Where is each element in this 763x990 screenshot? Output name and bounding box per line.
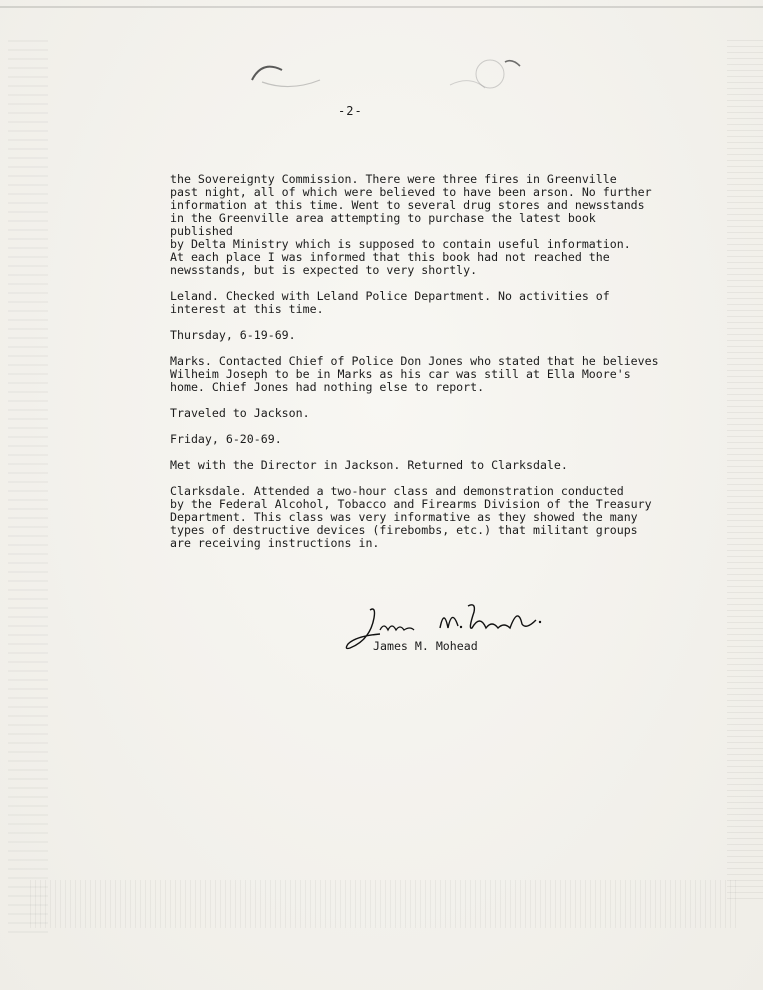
date-thursday: Thursday, 6-19-69.: [170, 328, 296, 342]
top-edge-line: [0, 6, 763, 8]
right-margin-noise: [727, 40, 763, 900]
typed-signature-name: James M. Mohead: [373, 639, 478, 653]
faded-stamp-marks: [0, 30, 763, 110]
paragraph-director: Met with the Director in Jackson. Returned to Clarksdale.: [170, 458, 568, 472]
left-margin-noise: [8, 40, 48, 940]
paragraph-greenville: the Sovereignty Commission. There were three fires in Greenville past night, all of which were believed to have been arson. No further information at this time. Went to several drug stores and newsstands in the Greenville area attempting to purchase the latest book published by Delta Ministry which is supposed to contain useful information. At each place I was informed that this book had not reached the newsstands, but is expected to very shortly.: [170, 172, 652, 277]
paragraph-leland: Leland. Checked with Leland Police Department. No activities of interest at this time.: [170, 289, 610, 316]
page-number: -2-: [338, 104, 363, 118]
memo-body: [170, 173, 660, 563]
date-friday: Friday, 6-20-69.: [170, 432, 282, 446]
paragraph-marks: Marks. Contacted Chief of Police Don Jones who stated that he believes Wilheim Joseph to be in Marks as his car was still at Ella Moore's home. Chief Jones had nothing else to report.: [170, 354, 659, 394]
bottom-scan-noise: [30, 880, 740, 928]
paragraph-traveled: Traveled to Jackson.: [170, 406, 310, 420]
paragraph-clarksdale: Clarksdale. Attended a two-hour class and demonstration conducted by the Federal Alcohol, Tobacco and Firearms Division of the Treasury Department. This class was very informative as they showed the many types of destructive devices (firebombs, etc.) that militant groups are receiving instructions in.: [170, 484, 652, 550]
